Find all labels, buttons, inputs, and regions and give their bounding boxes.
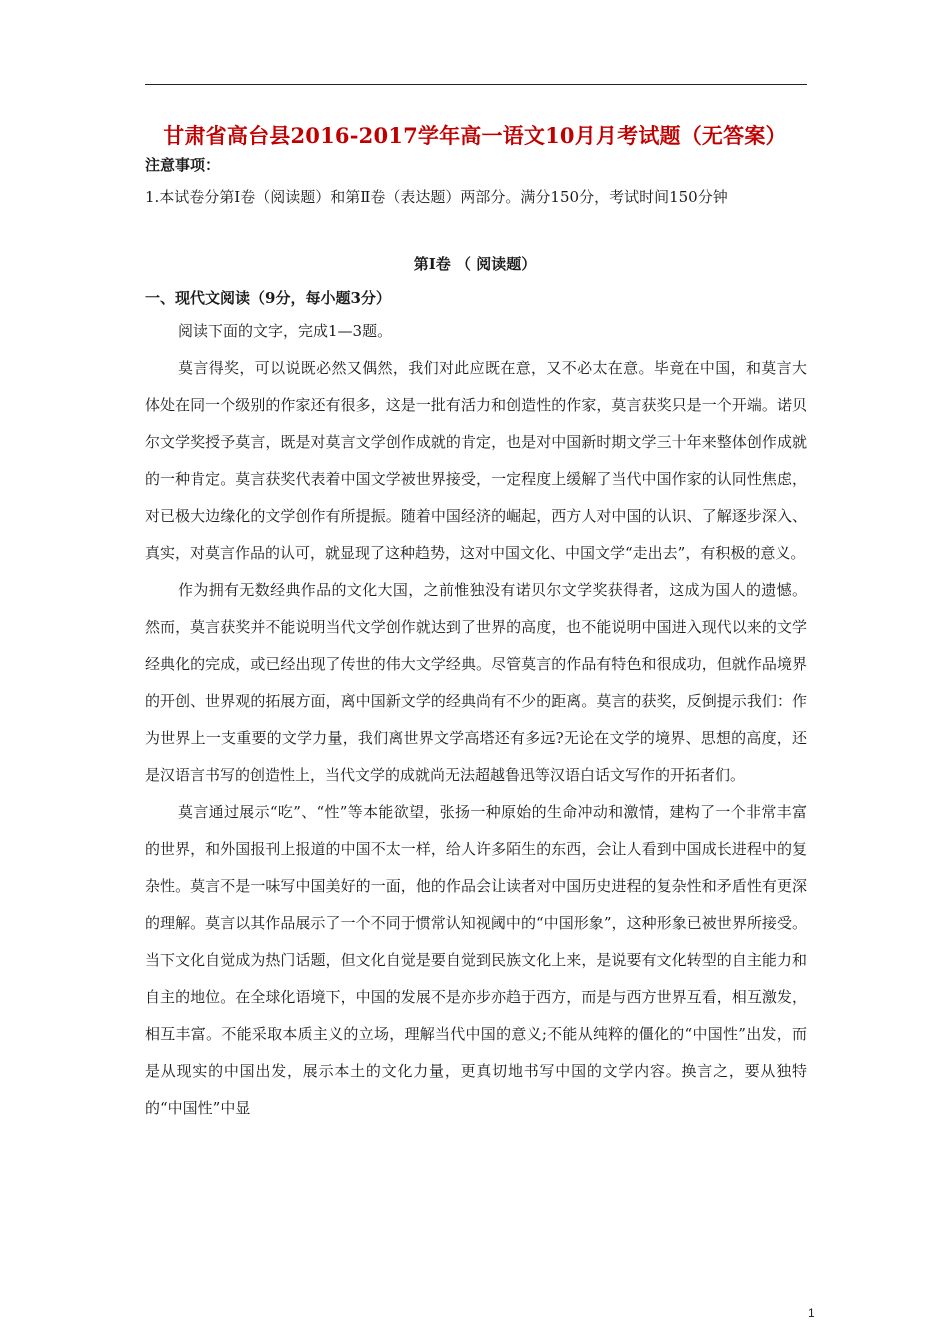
document-title: 甘肃省高台县2016-2017学年高一语文10月月考试题（无答案） [163,123,787,148]
section-title: 第Ⅰ卷 （ 阅读题） [413,255,537,273]
notice-item: 1.本试卷分第Ⅰ卷（阅读题）和第Ⅱ卷（表达题）两部分。满分150分，考试时间150分钟 [145,188,728,206]
notice-heading: 注意事项： [145,156,221,174]
paragraph: 作为拥有无数经典作品的文化大国，之前惟独没有诺贝尔文学奖获得者，这成为国人的遗憾。然而，莫言获奖并不能说明当代文学创作就达到了世界的高度，也不能说明中国进入现代以来的文学经典化的完成，或已经出现了传世的伟大文学经典。尽管莫言的作品有特色和很成功，但就作品境界的开创、世界观的拓展方面，离中国新文学的经典尚有不少的距离。莫言的获奖，反倒提示我们：作为世界上一支重要的文学力量，我们离世界文学高塔还有多远?无论在文学的境界、思想的高度，还是汉语言书写的创造性上，当代文学的成就尚无法超越鲁迅等汉语白话文写作的开拓者们。 [145,581,807,784]
instruction-text: 阅读下面的文字，完成1—3题。 [178,322,393,340]
passage-body [145,350,807,1127]
part-heading: 一、现代文阅读（9分，每小题3分） [145,289,391,307]
paragraph: 莫言得奖，可以说既必然又偶然，我们对此应既在意，又不必太在意。毕竟在中国，和莫言大体处在同一个级别的作家还有很多，这是一批有活力和创造性的作家，莫言获奖只是一个开端。诺贝尔文学奖授予莫言，既是对莫言文学创作成就的肯定，也是对中国新时期文学三十年来整体创作成就的一种肯定。莫言获奖代表着中国文学被世界接受，一定程度上缓解了当代中国作家的认同性焦虑，对已极大边缘化的文学创作有所提振。随着中国经济的崛起，西方人对中国的认识、了解逐步深入、真实，对莫言作品的认可，就显现了这种趋势，这对中国文化、中国文学“走出去”，有积极的意义。 [145,359,807,562]
paragraph: 莫言通过展示“吃”、“性”等本能欲望，张扬一种原始的生命冲动和激情，建构了一个非常丰富的世界，和外国报刊上报道的中国不太一样，给人许多陌生的东西，会让人看到中国成长进程中的复杂性。莫言不是一味写中国美好的一面，他的作品会让读者对中国历史进程的复杂性和矛盾性有更深的理解。莫言以其作品展示了一个不同于惯常认知视阈中的“中国形象”，这种形象已被世界所接受。当下文化自觉成为热门话题，但文化自觉是要自觉到民族文化上来，是说要有文化转型的自主能力和自主的地位。在全球化语境下，中国的发展不是亦步亦趋于西方，而是与西方世界互看，相互激发，相互丰富。不能采取本质主义的立场，理解当代中国的意义;不能从纯粹的僵化的“中国性”出发，而是从现实的中国出发，展示本土的文化力量，更真切地书写中国的文学内容。换言之，要从独特的“中国性”中显 [145,803,807,1117]
header-rule [145,84,807,85]
page-number: 1 [808,1306,815,1320]
